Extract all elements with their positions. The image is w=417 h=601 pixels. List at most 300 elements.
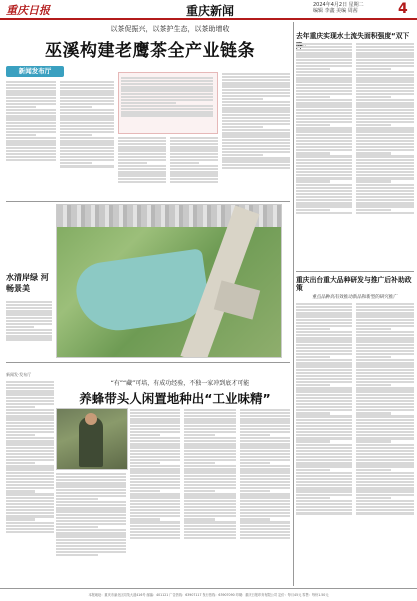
second-column-4 (240, 408, 290, 584)
text-line (6, 428, 54, 430)
text-line (296, 506, 352, 508)
text-line (130, 459, 180, 461)
text-line (296, 102, 352, 104)
text-line (6, 459, 54, 461)
text-line (240, 475, 290, 477)
text-line (356, 168, 414, 170)
text-line (130, 418, 180, 420)
text-line (240, 437, 290, 439)
text-line (6, 122, 56, 124)
text-line (356, 124, 391, 126)
text-line (296, 159, 352, 161)
text-line (240, 493, 290, 495)
text-line (6, 143, 56, 145)
text-line (56, 479, 126, 481)
right-headline-2: 重庆出台重大品种研发与推广后补助政策 (296, 276, 412, 292)
text-line (356, 87, 414, 89)
text-line (296, 55, 352, 57)
text-line (356, 340, 414, 342)
text-line (356, 378, 414, 380)
text-line (184, 518, 215, 520)
text-line (356, 322, 414, 324)
text-line (184, 531, 236, 533)
text-line (356, 500, 414, 502)
text-line (130, 456, 180, 458)
text-line (60, 153, 114, 155)
text-line (356, 155, 414, 157)
text-line (356, 509, 414, 511)
text-line (6, 335, 52, 337)
text-line (60, 165, 114, 167)
text-line (60, 93, 114, 95)
text-line (356, 409, 414, 411)
text-line (296, 447, 352, 449)
text-line (356, 450, 414, 452)
text-line (184, 484, 236, 486)
text-line (356, 84, 414, 86)
photo-caption-text (6, 300, 52, 354)
text-line (6, 497, 54, 499)
text-line (356, 428, 414, 430)
text-line (60, 143, 114, 145)
text-line (6, 425, 54, 427)
text-line (356, 55, 414, 57)
text-line (222, 85, 290, 87)
text-line (296, 43, 352, 45)
right-article-2-col-1 (296, 302, 352, 584)
text-line (222, 98, 263, 100)
text-line (356, 462, 414, 464)
text-line (296, 500, 352, 502)
text-line (6, 313, 52, 315)
text-line (130, 528, 180, 530)
text-line (356, 315, 414, 317)
lead-kicker: 以茶促振兴，以茶护生态，以茶助增收 (110, 25, 230, 33)
text-line (56, 514, 126, 516)
text-line (356, 99, 414, 101)
text-line (356, 497, 391, 499)
text-line (6, 332, 52, 334)
text-line (184, 412, 236, 414)
text-line (56, 545, 126, 547)
text-line (296, 450, 352, 452)
text-line (296, 381, 352, 383)
text-line (356, 71, 414, 73)
text-line (296, 475, 352, 477)
text-line (296, 434, 352, 436)
text-line (356, 127, 414, 129)
text-line (356, 353, 414, 355)
text-line (222, 104, 290, 106)
text-line (56, 510, 126, 512)
text-line (60, 128, 114, 130)
text-line (356, 118, 414, 120)
text-line (356, 494, 414, 496)
text-line (296, 118, 352, 120)
right-article-1-col-1 (296, 42, 352, 268)
text-line (60, 112, 114, 114)
text-line (56, 539, 126, 541)
text-line (60, 137, 114, 139)
text-line (170, 156, 218, 158)
text-line (184, 459, 236, 461)
text-line (356, 112, 414, 114)
text-line (56, 532, 126, 534)
text-line (222, 76, 290, 78)
masthead-logo: 重庆日报 (6, 4, 50, 17)
text-line (296, 472, 352, 474)
text-line (296, 481, 352, 483)
text-line (184, 512, 236, 514)
text-line (184, 515, 236, 517)
text-line (296, 378, 352, 380)
text-line (296, 212, 352, 214)
text-line (296, 162, 352, 164)
text-line (356, 397, 414, 399)
text-line (6, 500, 54, 502)
text-line (296, 180, 330, 182)
text-line (356, 52, 414, 54)
text-line (130, 462, 160, 464)
text-line (222, 120, 290, 122)
text-line (296, 509, 352, 511)
column-divider (293, 22, 294, 586)
text-line (240, 468, 290, 470)
text-line (118, 149, 166, 151)
text-line (60, 122, 114, 124)
text-line (296, 465, 352, 467)
text-line (130, 446, 180, 448)
text-line (6, 109, 56, 111)
text-line (356, 381, 414, 383)
text-line (296, 165, 352, 167)
text-line (356, 140, 414, 142)
text-line (184, 468, 236, 470)
text-line (6, 440, 54, 442)
text-line (240, 487, 290, 489)
text-line (184, 475, 236, 477)
text-line (222, 89, 290, 91)
text-line (6, 159, 56, 161)
text-line (296, 387, 352, 389)
text-line (296, 109, 352, 111)
text-line (296, 315, 352, 317)
text-line (184, 506, 236, 508)
text-line (356, 356, 391, 358)
text-line (356, 171, 414, 173)
text-line (240, 509, 290, 511)
text-line (296, 331, 352, 333)
text-line (356, 309, 414, 311)
text-line (296, 49, 352, 51)
text-line (356, 422, 414, 424)
text-line (56, 501, 126, 503)
second-column-3 (184, 408, 236, 584)
text-line (356, 46, 414, 48)
second-headline: 养蜂带头人闲置地种出“工业味精” (79, 391, 271, 406)
footer: 本报地址：重庆市渝北区同茂大道416号 邮编：401121 广告热线：63907117 发行热线：63907090 印刷：重庆日报印务有限公司 定价：每月45元 零售：每份1.50元 (0, 588, 417, 601)
text-line (296, 350, 352, 352)
text-line (296, 168, 352, 170)
text-line (296, 431, 352, 433)
text-line (6, 338, 52, 340)
text-line (130, 421, 180, 423)
text-line (121, 96, 213, 98)
text-line (6, 506, 54, 508)
text-line (296, 356, 330, 358)
text-line (118, 174, 166, 176)
text-line (240, 481, 290, 483)
text-line (130, 450, 180, 452)
text-line (356, 115, 414, 117)
text-line (6, 522, 54, 524)
text-line (6, 437, 54, 439)
text-line (6, 304, 52, 306)
text-line (56, 520, 126, 522)
text-line (222, 126, 263, 128)
text-line (184, 465, 236, 467)
text-line (240, 425, 290, 427)
text-line (170, 149, 218, 151)
text-line (184, 446, 236, 448)
text-line (6, 384, 54, 386)
text-line (356, 419, 414, 421)
text-line (356, 319, 414, 321)
text-line (356, 503, 414, 505)
text-line (222, 167, 290, 169)
text-line (222, 82, 290, 84)
text-line (184, 521, 236, 523)
text-line (184, 487, 236, 489)
text-line (170, 146, 218, 148)
text-line (130, 496, 180, 498)
text-line (130, 415, 180, 417)
text-line (184, 440, 236, 442)
text-line (356, 334, 414, 336)
text-line (121, 111, 213, 113)
text-line (56, 535, 126, 537)
text-line (240, 518, 270, 520)
second-column-2 (130, 408, 180, 584)
text-line (170, 153, 218, 155)
text-line (6, 81, 56, 83)
text-line (356, 162, 414, 164)
text-line (56, 523, 126, 525)
text-line (356, 105, 414, 107)
text-line (240, 431, 290, 433)
text-line (296, 437, 352, 439)
text-line (6, 443, 54, 445)
text-line (296, 322, 352, 324)
text-line (240, 534, 290, 536)
text-line (222, 129, 290, 131)
text-line (240, 440, 290, 442)
text-line (240, 490, 270, 492)
text-line (296, 497, 330, 499)
text-line (184, 434, 215, 436)
photo-caption: 水清岸绿 河畅景美 (6, 273, 49, 293)
divider (6, 201, 290, 202)
text-line (222, 135, 290, 137)
text-line (6, 326, 34, 328)
text-line (296, 453, 352, 455)
text-line (296, 124, 330, 126)
text-line (56, 554, 98, 556)
text-line (296, 80, 352, 82)
text-line (296, 187, 352, 189)
text-line (240, 528, 290, 530)
river-water (73, 248, 211, 335)
text-line (222, 95, 290, 97)
text-line (121, 102, 176, 104)
text-line (296, 397, 352, 399)
text-line (6, 434, 35, 436)
text-line (296, 130, 352, 132)
text-line (356, 130, 414, 132)
text-line (296, 490, 352, 492)
text-line (118, 143, 166, 145)
text-line (60, 115, 114, 117)
text-line (356, 74, 414, 76)
text-line (296, 112, 352, 114)
text-line (130, 453, 180, 455)
text-line (296, 306, 352, 308)
text-line (121, 86, 213, 88)
lead-column-5 (222, 72, 290, 200)
text-line (296, 390, 352, 392)
text-line (6, 329, 52, 331)
text-line (6, 456, 54, 458)
text-line (56, 542, 126, 544)
text-line (6, 387, 54, 389)
text-line (356, 102, 414, 104)
text-line (222, 164, 290, 166)
text-line (296, 84, 352, 86)
text-line (296, 403, 352, 405)
text-line (6, 487, 54, 489)
text-line (130, 428, 180, 430)
right-article-1-col-2 (356, 42, 414, 268)
text-line (240, 484, 290, 486)
text-line (356, 312, 414, 314)
text-line (6, 490, 35, 492)
text-line (240, 471, 290, 473)
text-line (296, 347, 352, 349)
text-line (356, 180, 391, 182)
text-line (356, 209, 391, 211)
text-line (118, 165, 166, 167)
text-line (240, 450, 290, 452)
text-line (222, 114, 290, 116)
text-line (118, 171, 166, 173)
text-line (296, 190, 352, 192)
text-line (356, 325, 414, 327)
lead-headline: 巫溪构建老鹰茶全产业链条 (45, 41, 255, 61)
text-line (121, 114, 213, 116)
text-line (6, 403, 54, 405)
text-line (6, 150, 56, 152)
text-line (184, 450, 236, 452)
text-line (60, 81, 114, 83)
text-line (130, 490, 160, 492)
text-line (118, 162, 147, 164)
text-line (6, 393, 54, 395)
text-line (356, 475, 414, 477)
page-number: 4 (398, 1, 408, 17)
text-line (240, 537, 290, 539)
text-line (356, 199, 414, 201)
text-line (296, 419, 352, 421)
text-line (6, 112, 56, 114)
text-line (222, 142, 290, 144)
text-line (356, 359, 414, 361)
text-line (240, 418, 290, 420)
text-line (60, 134, 92, 136)
text-line (296, 46, 352, 48)
text-line (296, 494, 352, 496)
text-line (296, 87, 352, 89)
text-line (356, 406, 414, 408)
text-line (296, 137, 352, 139)
lead-column-3 (118, 136, 166, 200)
text-line (60, 118, 114, 120)
text-line (130, 434, 160, 436)
text-line (6, 90, 56, 92)
text-line (56, 526, 98, 528)
text-line (356, 159, 414, 161)
masthead-info (313, 2, 393, 14)
text-line (184, 462, 215, 464)
text-line (296, 344, 352, 346)
text-line (222, 92, 290, 94)
text-line (296, 152, 330, 154)
text-line (184, 503, 236, 505)
text-line (130, 468, 180, 470)
text-line (118, 168, 166, 170)
text-line (356, 134, 414, 136)
text-line (356, 93, 414, 95)
text-line (121, 108, 213, 110)
text-line (296, 68, 330, 70)
text-line (356, 80, 414, 82)
text-line (56, 548, 126, 550)
text-line (296, 105, 352, 107)
text-line (6, 131, 56, 133)
text-line (184, 537, 236, 539)
text-line (118, 146, 166, 148)
text-line (6, 106, 36, 108)
text-line (121, 93, 213, 95)
news-release-badge: 新闻发布厅 (6, 66, 64, 77)
text-line (184, 478, 236, 480)
text-line (184, 421, 236, 423)
text-line (6, 431, 54, 433)
text-line (6, 307, 52, 309)
text-line (6, 515, 54, 517)
text-line (356, 412, 391, 414)
text-line (121, 80, 213, 82)
text-line (296, 209, 330, 211)
text-line (184, 443, 236, 445)
text-line (356, 202, 414, 204)
text-line (296, 177, 352, 179)
text-line (60, 159, 114, 161)
text-line (356, 49, 414, 51)
text-line (222, 101, 290, 103)
text-line (6, 406, 35, 408)
text-line (6, 409, 54, 411)
text-line (56, 504, 126, 506)
